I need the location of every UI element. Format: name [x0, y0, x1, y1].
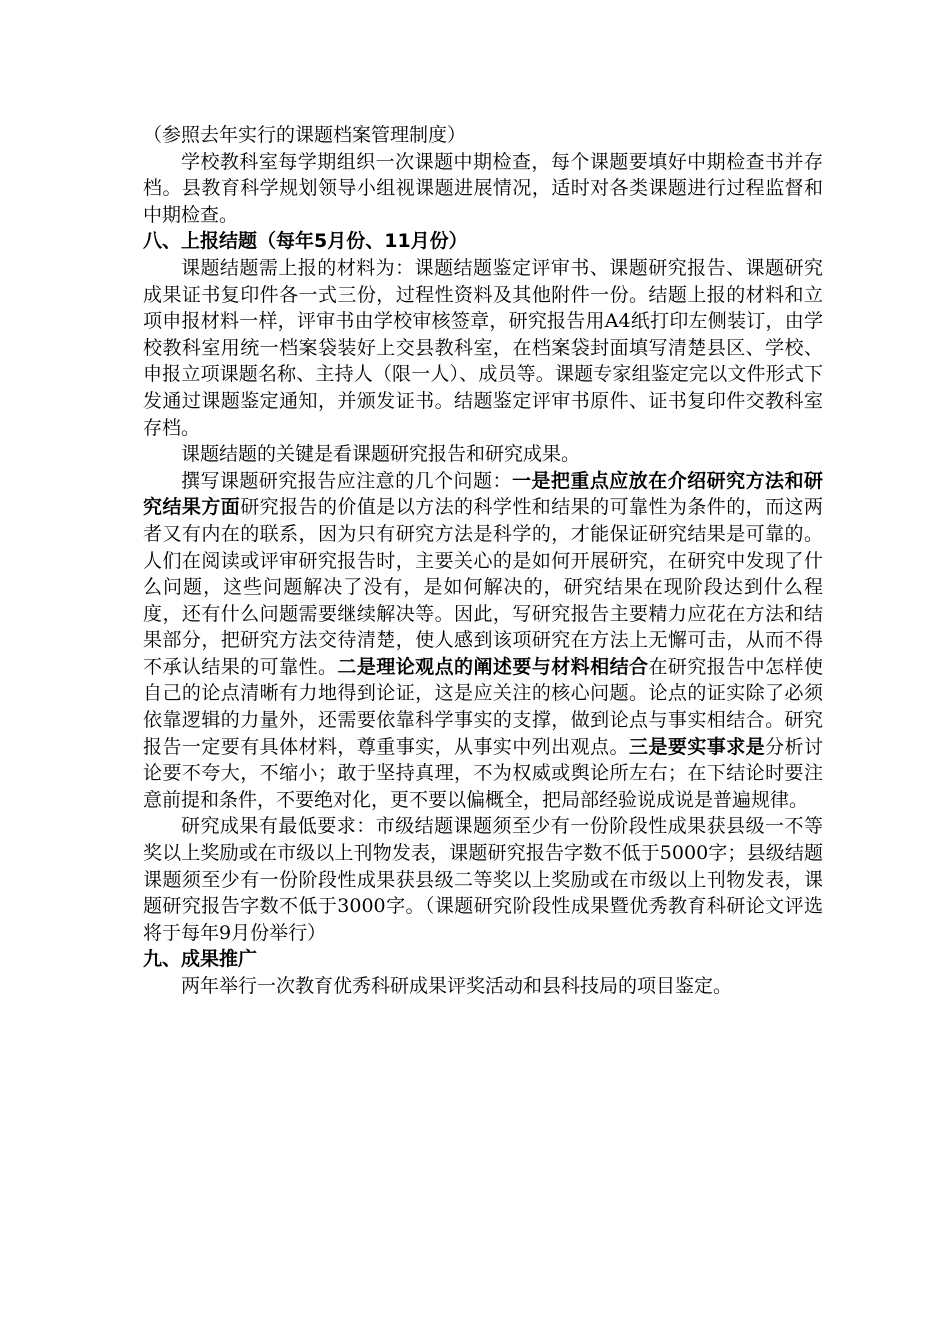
- notes-point-1-title: 一是把重点应放在介绍研究方法和研究结果方面: [143, 469, 823, 519]
- paragraph-promotion: 两年举行一次教育优秀科研成果评奖活动和县科技局的项目鉴定。: [181, 975, 733, 997]
- section-heading-9: 九、成果推广: [143, 948, 258, 971]
- paragraph-key-point: 课题结题的关键是看课题研究报告和研究成果。: [181, 443, 581, 466]
- notes-point-3-text: 分析讨论要不夸大，不缩小；敢于坚持真理，不为权威或舆论所左右；在下结论时要注意前提和条件，不要绝对化，更不要以偏概全，把局部经验说成说是普遍规律。: [143, 735, 823, 811]
- paragraph-minimum-requirements: 研究成果有最低要求：市级结题课题须至少有一份阶段性成果获县级一不等奖以上奖励或在市级以上刊物发表，课题研究报告字数不低于5000字；县级结题课题须至少有一份阶段性成果获县级二等奖以上奖励或在市级以上刊物发表，课题研究报告字数不低于3000字。（课题研究阶段性成果暨优秀教育科研论文评选将于每年9月份举行）: [143, 815, 823, 944]
- notes-point-2-text: 在研究报告中怎样使自己的论点清晰有力地得到论证，这是应关注的核心问题。论点的证实除了必须依靠逻辑的力量外，还需要依靠科学事实的支撑，做到论点与事实相结合。研究报告一定要有具体材料，尊重事实，从事实中列出观点。: [143, 655, 823, 758]
- reference-note: （参照去年实行的课题档案管理制度）: [143, 124, 467, 146]
- notes-point-1-text: 研究报告的价值是以方法的科学性和结果的可靠性为条件的，而这两者又有内在的联系，因为只有研究方法是科学的，才能保证研究结果是可靠的。人们在阅读或评审研究报告时，主要关心的是如何开展研究，在研究中发现了什么问题，这些问题解决了没有，是如何解决的，研究结果在现阶段达到什么程度，还有什么问题需要继续解决等。因此，写研究报告主要精力应花在方法和结果部分，把研究方法交待清楚，使人感到该项研究在方法上无懈可击，从而不得不承认结果的可靠性。: [143, 496, 823, 678]
- paragraph-materials: 课题结题需上报的材料为：课题结题鉴定评审书、课题研究报告、课题研究成果证书复印件各一式三份，过程性资料及其他附件一份。结题上报的材料和立项申报材料一样，评审书由学校审核签章，研究报告用A4纸打印左侧装订，由学校教科室用统一档案袋装好上交县教科室，在档案袋封面填写清楚县区、学校、申报立项课题名称、主持人（限一人）、成员等。课题专家组鉴定完以文件形式下发通过课题鉴定通知，并颁发证书。结题鉴定评审书原件、证书复印件交教科室存档。: [143, 256, 823, 439]
- notes-intro: 撰写课题研究报告应注意的几个问题：: [181, 469, 512, 492]
- section-heading-8: 八、上报结题（每年5月份、11月份）: [143, 230, 468, 253]
- notes-point-2-title: 二是理论观点的阐述要与材料相结合: [337, 655, 649, 678]
- paragraph-midterm-check: 学校教科室每学期组织一次课题中期检查，每个课题要填好中期检查书并存档。县教育科学规划领导小组视课题进展情况，适时对各类课题进行过程监督和中期检查。: [143, 150, 823, 226]
- document-page: [143, 122, 823, 1000]
- paragraph-report-notes: [143, 468, 823, 814]
- notes-point-3-title: 三是要实事求是: [629, 735, 766, 758]
